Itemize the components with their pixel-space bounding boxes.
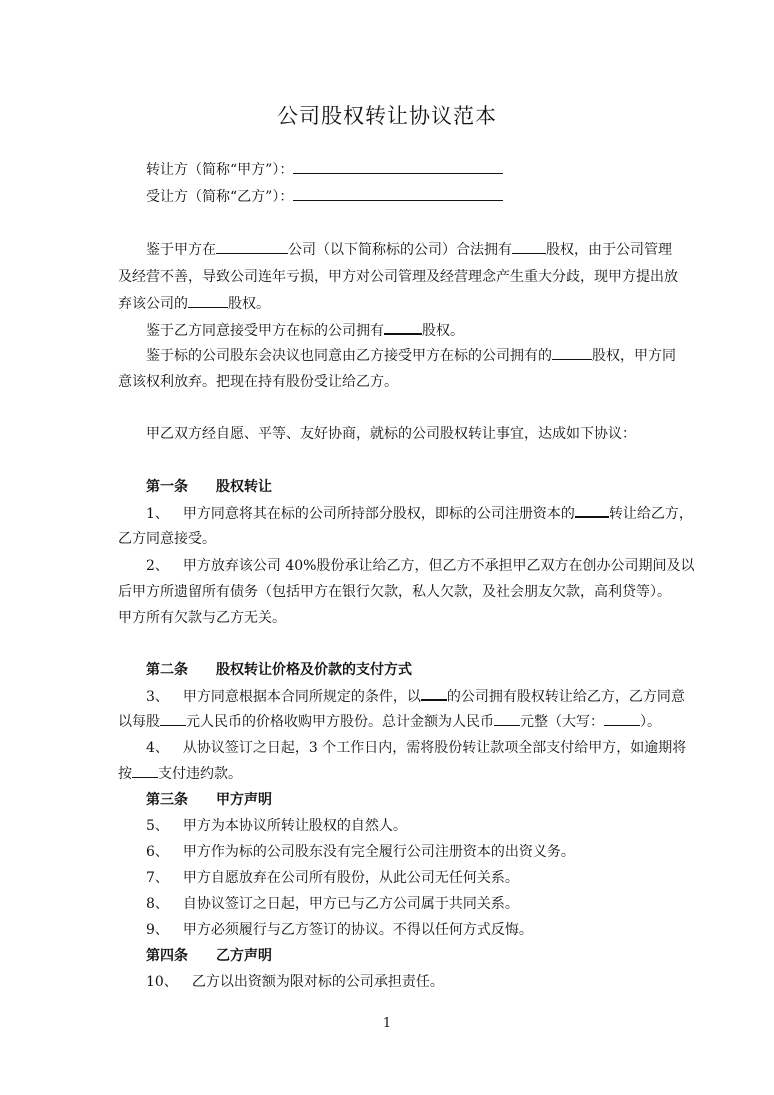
text-span: 乙方以出资额为限对标的公司承担责任。 [191,974,444,990]
article-4-heading [146,946,272,966]
item-number: 2、 [146,558,169,574]
item-2-line-3: 甲方所有欠款与乙方无关。 [118,610,286,626]
blank-resolution-share [552,346,592,360]
text-span: 的公司拥有股权转让给乙方，乙方同意 [446,689,685,705]
text-span: 元人民币的价格收购甲方股份。总计金额为人民币 [186,714,494,730]
text-span: 甲方为本协议所转让股权的自然人。 [182,818,407,834]
text-span: 股权，甲方同 [592,348,676,364]
document-title: 公司股权转让协议范本 [277,104,497,128]
article-number: 第一条 [146,479,188,495]
text-span: 甲方必须履行与乙方签订的协议。不得以任何方式反悔。 [182,922,533,938]
article-title: 股权转让价格及价款的支付方式 [216,662,412,678]
text-span: 甲方放弃该公司 40%股份承让给乙方，但乙方不承担甲乙双方在创办公司期间及以 [182,558,695,574]
blank-price-per-share [160,712,186,726]
item-number: 5、 [146,818,169,834]
party-a-label: 转让方（简称“甲方”）： [146,162,294,178]
party-b-line [146,187,503,207]
text-span: 元整（大写： [520,714,604,730]
blank-waived-share [188,294,228,308]
item-8 [146,894,519,914]
party-b-label: 受让方（简称“乙方”）： [146,189,294,205]
blank-share-percent [512,240,546,254]
recital-3-line-1 [146,346,676,366]
text-span: 从协议签订之日起，3 个工作日内，需将股份转让款项全部支付给甲方，如逾期将 [182,740,687,756]
blank-penalty [132,764,158,778]
article-title: 乙方声明 [216,948,272,964]
article-1-heading [146,477,272,497]
recital-3-line-2: 意该权利放弃。把现在持有股份受让给乙方。 [118,374,398,390]
text-span: 甲方作为标的公司股东没有完全履行公司注册资本的出资义务。 [182,844,575,860]
text-span: 转让给乙方， [608,506,693,522]
text-span: 按 [118,766,132,782]
item-10 [146,972,444,992]
text-span: 股权。 [422,323,464,339]
item-3-line-2 [118,712,661,732]
item-number: 1、 [146,506,169,522]
party-b-blank [293,187,503,201]
recital-1-line-3 [118,294,270,314]
text-span: 鉴于乙方同意接受甲方在标的公司拥有 [146,323,384,339]
blank-total-amount [494,712,520,726]
blank-accepted-share [384,320,422,335]
item-1-line-2: 乙方同意接受。 [118,531,216,547]
text-span: ）。 [640,714,661,730]
item-6 [146,842,575,862]
text-span: 弃该公司的 [118,296,188,312]
article-number: 第四条 [146,948,188,964]
item-number: 6、 [146,844,169,860]
text-span: 股权，由于公司管理 [546,242,672,258]
party-a-blank [293,160,503,174]
article-title: 甲方声明 [216,792,272,808]
text-span: 公司（以下简称标的公司）合法拥有 [288,242,512,258]
article-2-heading [146,660,412,680]
text-span: 甲方自愿放弃在公司所有股份，从此公司无任何关系。 [182,870,519,886]
text-span: 甲方同意将其在标的公司所持部分股权，即标的公司注册资本的 [182,506,575,522]
item-number: 4、 [146,740,169,756]
item-2-line-1 [146,556,695,576]
item-4-line-2 [118,764,242,784]
article-title: 股权转让 [216,479,272,495]
blank-amount-in-words [604,712,640,726]
item-3-line-1 [146,686,685,707]
page-number: 1 [382,1016,392,1031]
article-3-heading [146,790,272,810]
item-number: 9、 [146,922,169,938]
item-5 [146,816,407,836]
recital-1-line-1 [146,240,672,260]
text-span: 股权。 [228,296,270,312]
item-number: 10、 [146,974,178,990]
blank-capital-percent [575,503,609,518]
item-9 [146,920,533,940]
recital-1-line-2: 及经营不善，导致公司连年亏损，甲方对公司管理及经营理念产生重大分歧，现甲方提出放 [118,269,678,285]
text-span: 自协议签订之日起，甲方已与乙方公司属于共同关系。 [182,896,519,912]
item-number: 7、 [146,870,169,886]
text-span: 以每股 [118,714,160,730]
blank-company-name [216,240,288,254]
agreement-intro: 甲乙双方经自愿、平等、友好协商，就标的公司股权转让事宜，达成如下协议： [146,426,636,442]
item-4-line-1 [146,738,686,758]
recital-2 [146,320,464,341]
article-number: 第二条 [146,662,188,678]
item-number: 3、 [146,689,169,705]
text-span: 支付违约款。 [158,766,242,782]
text-span: 鉴于标的公司股东会决议也同意由乙方接受甲方在标的公司拥有的 [146,348,552,364]
item-1-line-1 [146,503,693,524]
text-span: 鉴于甲方在 [146,242,216,258]
item-number: 8、 [146,896,169,912]
blank-price-basis [421,686,447,701]
article-number: 第三条 [146,792,188,808]
text-span: 甲方同意根据本合同所规定的条件，以 [182,689,421,705]
party-a-line [146,160,503,180]
item-2-line-2: 后甲方所遗留所有债务（包括甲方在银行欠款，私人欠款，及社会朋友欠款，高利贷等）。 [118,584,671,600]
item-7 [146,868,519,888]
